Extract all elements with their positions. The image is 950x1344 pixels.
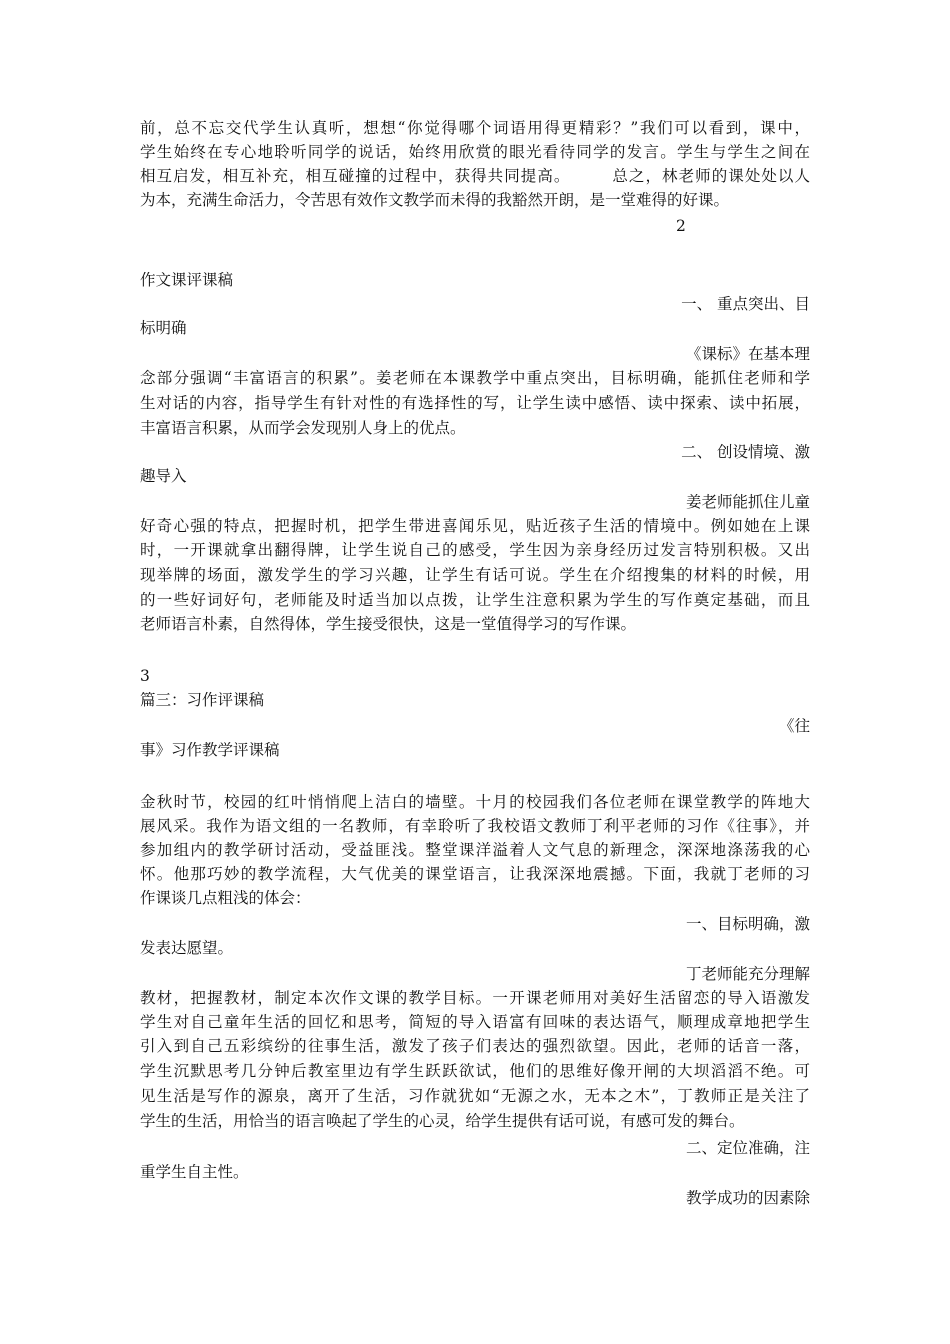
paragraph-line: 学生对自己童年生活的回忆和思考，简短的导入语富有回味的表达语气，顺理成章地把学生 xyxy=(140,1013,810,1031)
paragraph-line: 学生始终在专心地聆听同学的说话，始终用欣赏的眼光看待同学的发言。学生与学生之间在 xyxy=(140,143,810,161)
paragraph-line: 参加组内的教学研讨活动，受益匪浅。整堂课洋溢着人文气息的新理念，深深地涤荡我的心 xyxy=(140,841,810,859)
paragraph-line: 的一些好词好句，老师能及时适当加以点拨，让学生注意积累为学生的写作奠定基础，而且 xyxy=(140,591,810,609)
paragraph-line: 好奇心强的特点，把握时机，把学生带进喜闻乐见，贴近孩子生活的情境中。例如她在上课 xyxy=(140,517,810,535)
paragraph-line: 前，总不忘交代学生认真听，想想“你觉得哪个词语用得更精彩？”我们可以看到，课中， xyxy=(140,119,810,137)
paragraph-line: 丁老师能充分理解 xyxy=(685,965,810,983)
section-title: 篇三：习作评课稿 xyxy=(140,691,265,709)
paragraph-line: 学生的生活，用恰当的语言唤起了学生的心灵，给学生提供有话可说，有感可发的舞台。 xyxy=(140,1112,745,1130)
page-number: 2 xyxy=(676,217,686,235)
page-number: 3 xyxy=(140,667,150,685)
paragraph-line: 教材，把握教材，制定本次作文课的教学目标。一开课老师用对美好生活留恋的导入语激发 xyxy=(140,989,810,1007)
heading-line: 一、目标明确，激 xyxy=(685,915,810,933)
subtitle-line: 事》习作教学评课稿 xyxy=(140,741,280,759)
paragraph-line: 作课谈几点粗浅的体会： xyxy=(140,889,311,907)
paragraph-line: 现举牌的场面，激发学生的学习兴趣，让学生有话可说。学生在介绍搜集的材料的时候，用 xyxy=(140,566,810,584)
paragraph-line: 引入到自己五彩缤纷的往事生活，激发了孩子们表达的强烈欲望。因此，老师的话音一落， xyxy=(140,1037,810,1055)
subtitle-line: 《往 xyxy=(778,717,810,735)
paragraph-line: 怀。他那巧妙的教学流程，大气优美的课堂语言，让我深深地震撼。下面，我就丁老师的习 xyxy=(140,865,810,883)
paragraph-line: 丰富语言积累，从而学会发现别人身上的优点。 xyxy=(140,419,466,437)
paragraph-line: 学生沉默思考几分钟后教室里边有学生跃跃欲试，他们的思维好像开闸的大坝滔滔不绝。可 xyxy=(140,1062,810,1080)
paragraph-line: 生对话的内容，指导学生有针对性的有选择性的写，让学生读中感悟、读中探索、读中拓展， xyxy=(140,394,810,412)
heading-line: 标明确 xyxy=(140,319,187,337)
paragraph-line: 老师语言朴素，自然得体，学生接受很快，这是一堂值得学习的写作课。 xyxy=(140,615,637,633)
paragraph-line: 相互启发，相互补充，相互碰撞的过程中，获得共同提高。 总之，林老师的课处处以人 xyxy=(140,167,810,185)
heading-line: 二、 创设情境、激 xyxy=(681,443,810,461)
paragraph-line: 为本，充满生命活力，令苦思有效作文教学而未得的我豁然开朗，是一堂难得的好课。 xyxy=(140,191,730,209)
paragraph-line: 《课标》在基本理 xyxy=(685,345,810,363)
paragraph-line: 见生活是写作的源泉，离开了生活，习作就犹如“无源之水，无本之木”，丁教师正是关注了 xyxy=(140,1087,810,1105)
paragraph-line: 念部分强调“丰富语言的积累”。姜老师在本课教学中重点突出，目标明确，能抓住老师和学 xyxy=(140,369,810,387)
heading-line: 重学生自主性。 xyxy=(140,1163,249,1181)
paragraph-line: 金秋时节，校园的红叶悄悄爬上洁白的墙壁。十月的校园我们各位老师在课堂教学的阵地大 xyxy=(140,793,810,811)
heading-line: 一、 重点突出、目 xyxy=(681,295,810,313)
section-title: 作文课评课稿 xyxy=(140,271,234,289)
heading-line: 二、定位准确，注 xyxy=(685,1139,810,1157)
heading-line: 发表达愿望。 xyxy=(140,939,234,957)
paragraph-line: 时，一开课就拿出翻得牌，让学生说自己的感受，学生因为亲身经历过发言特别积极。又出 xyxy=(140,541,810,559)
paragraph-line: 教学成功的因素除 xyxy=(685,1189,810,1207)
heading-line: 趣导入 xyxy=(140,467,187,485)
paragraph-line: 展风采。我作为语文组的一名教师，有幸聆听了我校语文教师丁利平老师的习作《往事》，并 xyxy=(140,817,810,835)
paragraph-line: 姜老师能抓住儿童 xyxy=(685,493,810,511)
